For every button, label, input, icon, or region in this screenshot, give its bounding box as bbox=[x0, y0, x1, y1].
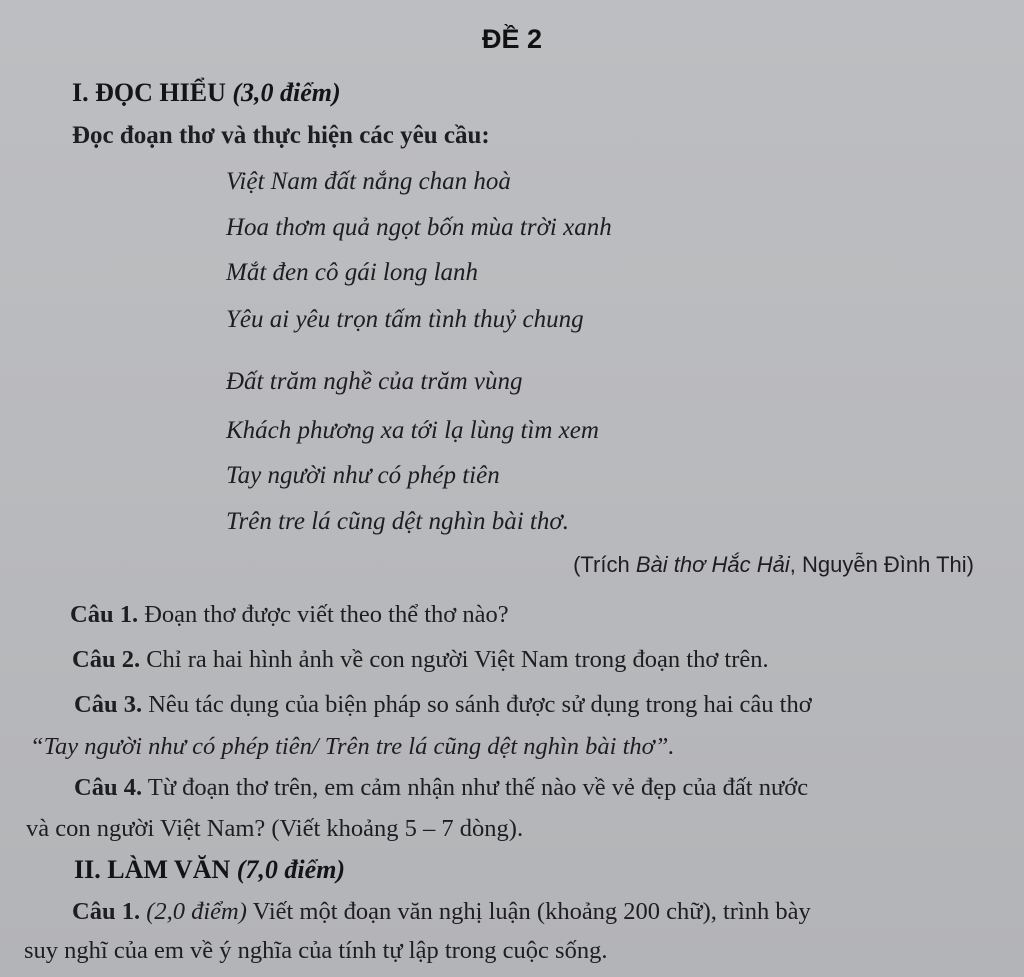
question-label: Câu 1. bbox=[70, 601, 139, 628]
part1-heading bbox=[72, 78, 341, 108]
part1-heading-text: I. ĐỌC HIỂU bbox=[72, 78, 226, 107]
poem-line: Mắt đen cô gái long lanh bbox=[226, 259, 479, 286]
exam-title: ĐỀ 2 bbox=[481, 24, 543, 54]
poem-line: Khách phương xa tới lạ lùng tìm xem bbox=[226, 417, 599, 444]
question-label: Câu 3. bbox=[74, 691, 143, 718]
question-text: Đoạn thơ được viết theo thể thơ nào? bbox=[144, 601, 509, 628]
part1-score: (3,0 điểm) bbox=[232, 78, 341, 107]
essay-question-1 bbox=[72, 898, 811, 926]
poem-line: Hoa thơm quả ngọt bốn mùa trời xanh bbox=[226, 214, 612, 241]
question-4 bbox=[74, 774, 808, 802]
question-text: Viết một đoạn văn nghị luận (khoảng 200 chữ), trình bày bbox=[252, 898, 811, 925]
poem-line: Yêu ai yêu trọn tấm tình thuỷ chung bbox=[226, 306, 584, 333]
poem-line: Trên tre lá cũng dệt nghìn bài thơ. bbox=[226, 508, 569, 535]
question-text: Từ đoạn thơ trên, em cảm nhận như thế nào về vẻ đẹp của đất nước bbox=[147, 774, 809, 801]
question-score: (2,0 điểm) bbox=[146, 898, 247, 925]
reading-instruction: Đọc đoạn thơ và thực hiện các yêu cầu: bbox=[72, 122, 490, 149]
essay-question-1-continuation: suy nghĩ của em về ý nghĩa của tính tự lập trong cuộc sống. bbox=[24, 937, 608, 964]
source-author: , Nguyễn Đình Thi) bbox=[789, 552, 974, 577]
question-2 bbox=[72, 646, 769, 674]
part2-heading bbox=[74, 855, 345, 885]
question-label: Câu 4. bbox=[74, 774, 143, 801]
part2-heading-text: II. LÀM VĂN bbox=[74, 855, 231, 884]
question-4-continuation: và con người Việt Nam? (Viết khoảng 5 – 7 dòng). bbox=[26, 815, 524, 842]
question-text: Chỉ ra hai hình ảnh về con người Việt Nam trong đoạn thơ trên. bbox=[146, 646, 769, 673]
poem-line: Tay người như có phép tiên bbox=[226, 462, 500, 489]
question-text: Nêu tác dụng của biện pháp so sánh được sử dụng trong hai câu thơ bbox=[148, 691, 812, 718]
question-label: Câu 1. bbox=[72, 898, 141, 925]
part2-score: (7,0 điểm) bbox=[236, 855, 346, 884]
source-work-title: Bài thơ Hắc Hải bbox=[635, 552, 790, 577]
poem-source bbox=[573, 552, 974, 578]
question-3 bbox=[74, 691, 812, 719]
poem-line: Đất trăm nghề của trăm vùng bbox=[226, 368, 523, 395]
question-1 bbox=[70, 601, 509, 629]
question-label: Câu 2. bbox=[72, 646, 141, 673]
poem-line: Việt Nam đất nắng chan hoà bbox=[226, 168, 511, 195]
question-3-quote: “Tay người như có phép tiên/ Trên tre lá cũng dệt nghìn bài thơ”. bbox=[30, 733, 675, 760]
source-prefix: (Trích bbox=[573, 552, 636, 577]
